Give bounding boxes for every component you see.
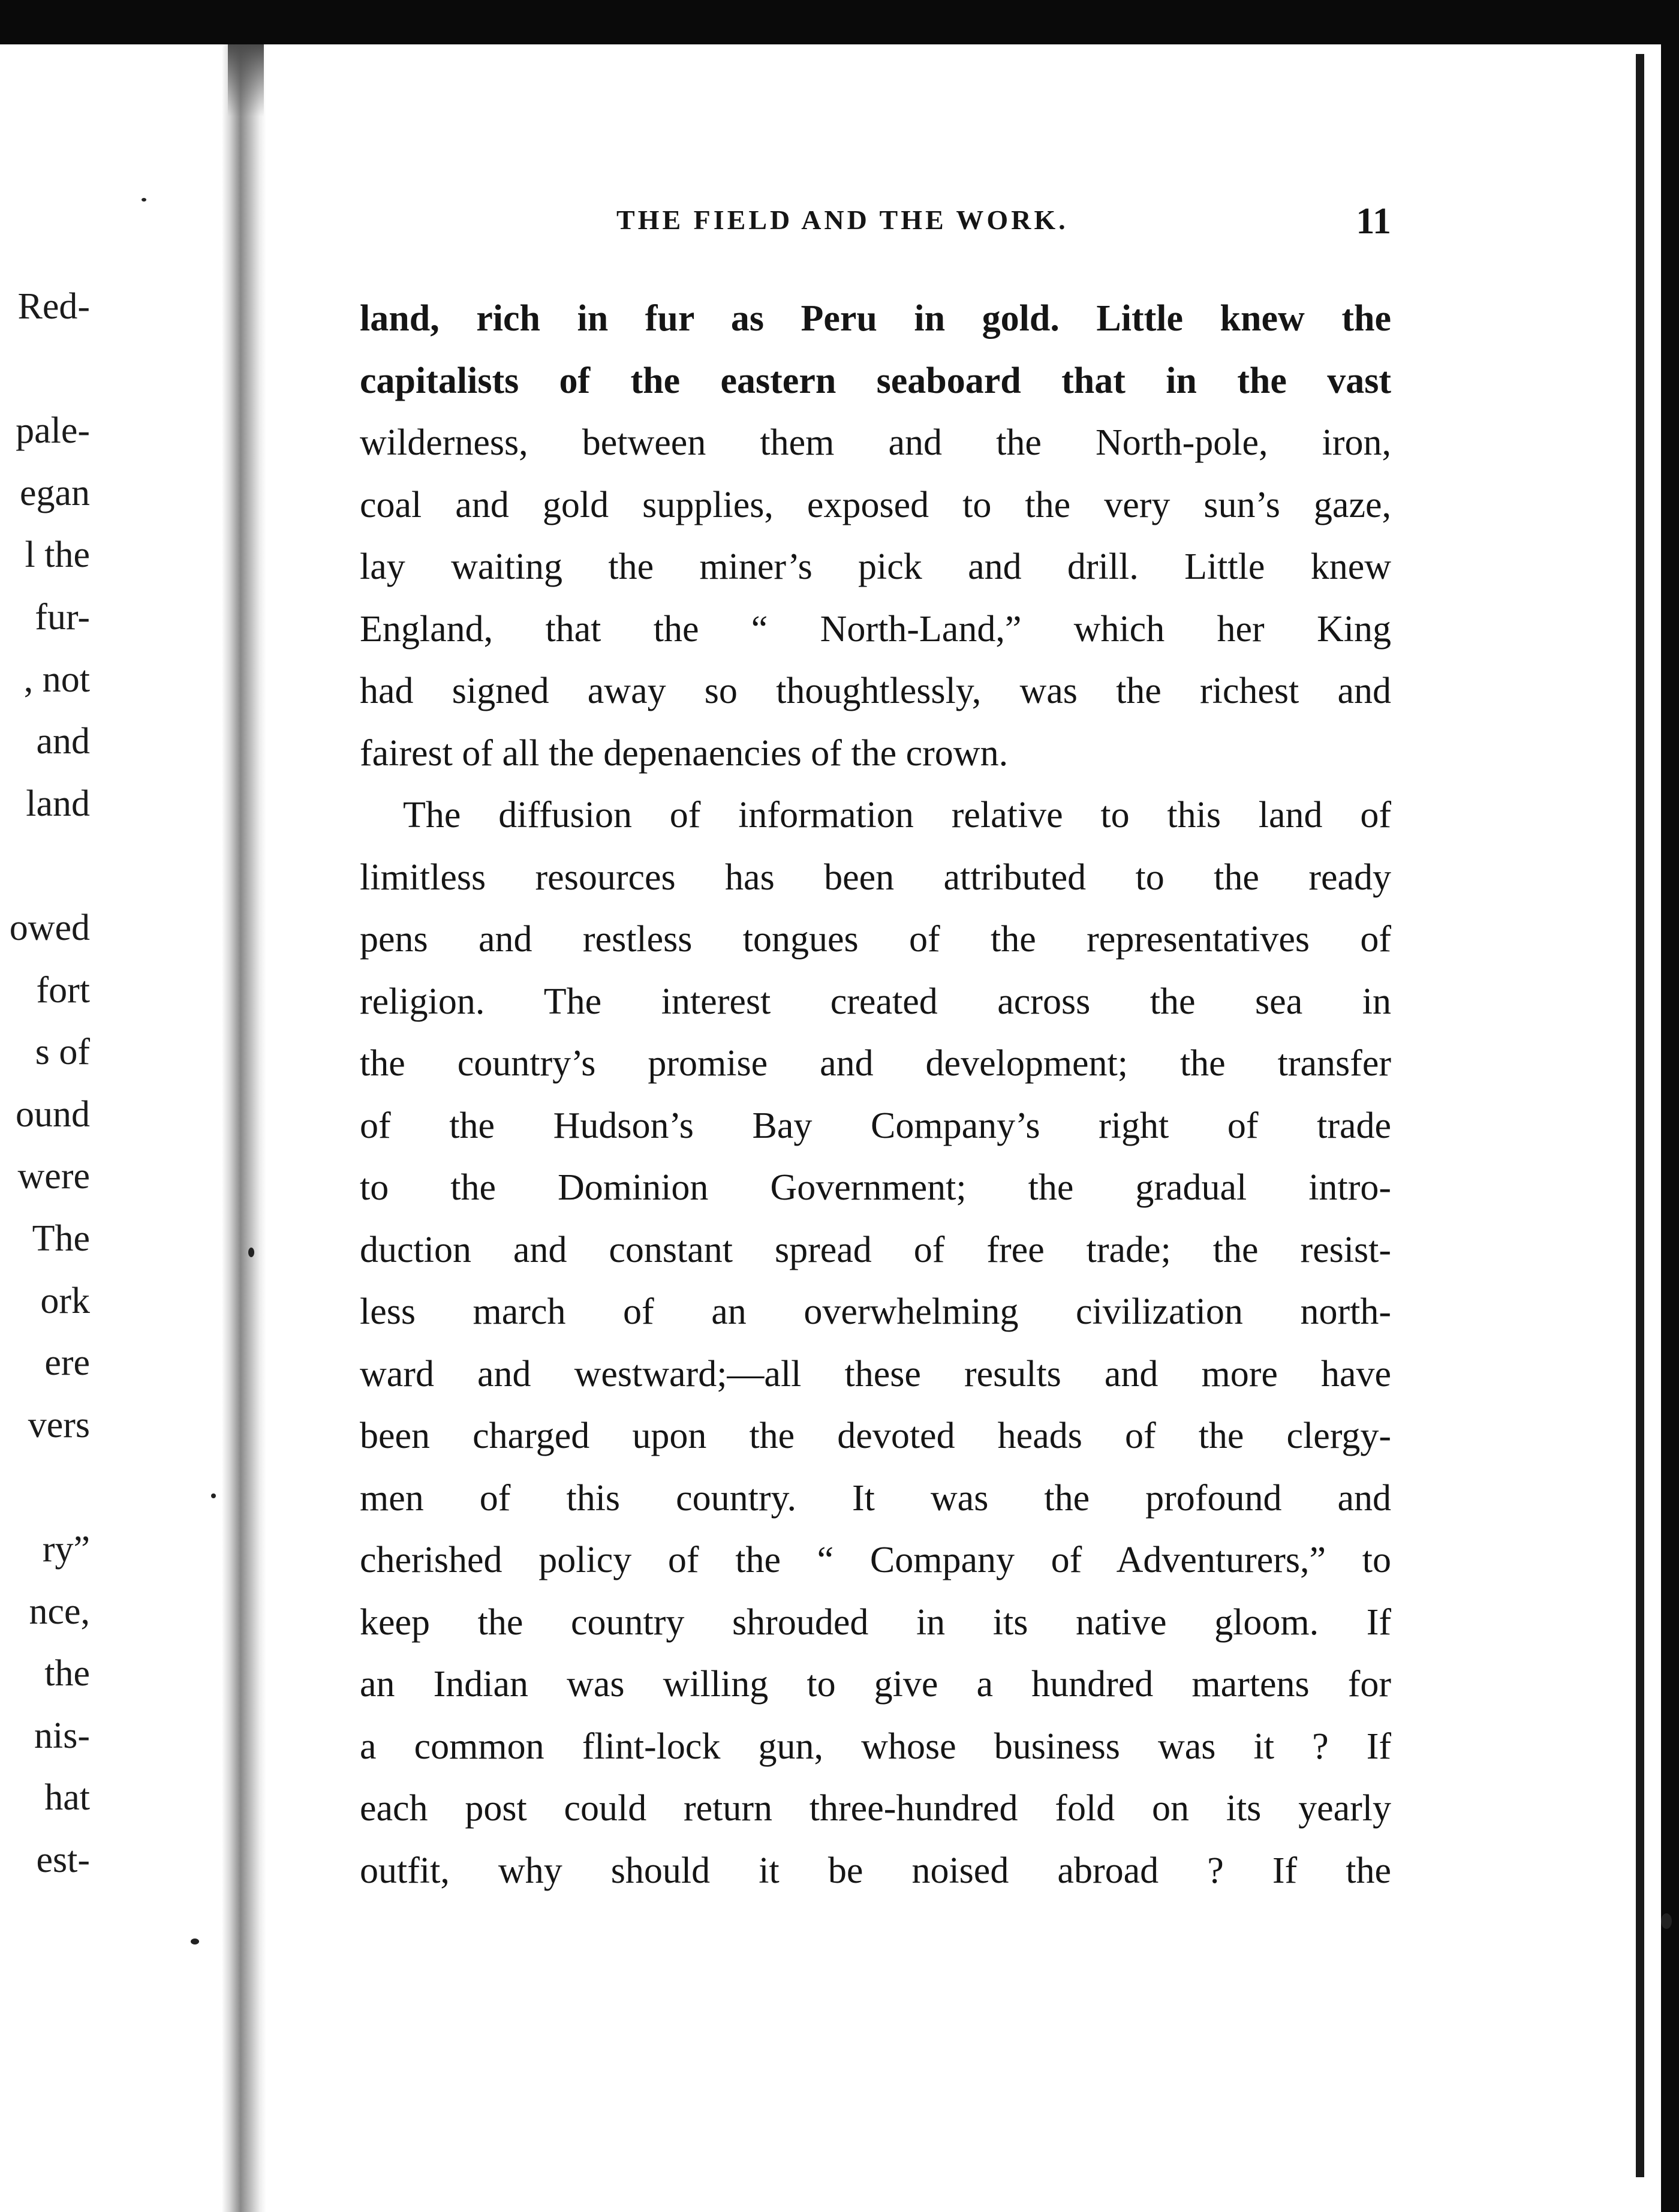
previous-page-line: vers [28,1404,90,1445]
previous-page-line: ry” [42,1529,90,1570]
previous-page-line: Red- [17,286,90,327]
text-line: wilderness, between them and the North-pole, iron, [360,422,1391,463]
text-line: religion. The interest created across the sea in [360,981,1391,1022]
running-head-title: THE FIELD AND THE WORK. [616,205,1069,235]
previous-page-line: owed [9,907,90,948]
scan-speck [211,1493,216,1498]
previous-page-line: l the [25,534,90,576]
previous-page-line: fur- [35,597,90,638]
book-gutter [222,44,266,2212]
previous-page-line: the [44,1653,90,1694]
previous-page-line: fort [36,969,90,1011]
gutter-shadow [228,44,264,116]
scan-speck [191,1938,199,1944]
text-line: each post could return three-hundred fold on its yearly [360,1788,1391,1829]
previous-page-line: egan [19,472,90,513]
previous-page-line: nce, [29,1591,90,1632]
text-line: had signed away so thoughtlessly, was the richest and [360,671,1391,711]
text-line: limitless resources has been attributed to the ready [360,856,1391,898]
text-line: men of this country. It was the profound and [360,1477,1391,1519]
running-head [360,201,1391,252]
previous-page-line: land [26,783,90,824]
paragraph [360,288,1391,785]
previous-page-line: pale- [16,410,90,452]
previous-page-line: hat [44,1777,90,1819]
scan-speck [142,198,146,202]
previous-page-line: s of [35,1032,90,1073]
previous-page-line: were [17,1156,90,1197]
text-line: duction and constant spread of free trade; the resist- [360,1229,1391,1270]
text-line: to the Dominion Government; the gradual intro- [360,1167,1391,1208]
text-line: capitalists of the eastern seaboard that in the vast [360,360,1391,401]
text-line: England, that the “ North-Land,” which her King [360,608,1391,650]
previous-page-line: The [32,1218,90,1259]
text-line: of the Hudson’s Bay Company’s right of trade [360,1105,1391,1146]
scan-speck [248,1248,254,1257]
scan-speck [1661,1913,1672,1929]
paragraph [360,785,1391,1902]
text-line: ward and westward;—all these results and more have [360,1353,1391,1394]
text-line: lay waiting the miner’s pick and drill. Little knew [360,546,1391,587]
text-line: keep the country shrouded in its native gloom. If [360,1601,1391,1643]
previous-page-fragment-column [0,0,90,2212]
text-line: outfit, why should it be noised abroad ? If the [360,1850,1391,1891]
text-line: coal and gold supplies, exposed to the very sun’s gaze, [360,484,1391,525]
text-line: The diffusion of information relative to this land of [403,795,1391,835]
text-line: a common flint-lock gun, whose business was it ? If [360,1726,1391,1767]
text-line: the country’s promise and development; the transfer [360,1043,1391,1084]
page-number: 11 [1356,201,1391,242]
scan-right-border [1661,0,1679,2212]
previous-page-line: ork [40,1280,90,1321]
page-edge-shadow [1636,54,1644,2177]
previous-page-line: and [36,721,90,762]
text-line: an Indian was willing to give a hundred martens for [360,1664,1391,1705]
text-line: land, rich in fur as Peru in gold. Little knew the [360,298,1391,339]
previous-page-line: nis- [34,1715,90,1756]
text-line: been charged upon the devoted heads of the clergy- [360,1415,1391,1456]
text-line: cherished policy of the “ Company of Adventurers,” to [360,1540,1391,1580]
text-line: fairest of all the depenaencies of the crown. [360,732,1009,774]
scan-top-border [0,0,1679,44]
previous-page-line: ound [16,1093,90,1135]
text-line: pens and restless tongues of the representatives of [360,919,1391,960]
text-line: less march of an overwhelming civilization north- [360,1291,1391,1332]
previous-page-line: , not [23,659,90,700]
previous-page-line: est- [36,1840,90,1880]
body-text [360,288,1391,1902]
previous-page-line: ere [44,1342,90,1384]
